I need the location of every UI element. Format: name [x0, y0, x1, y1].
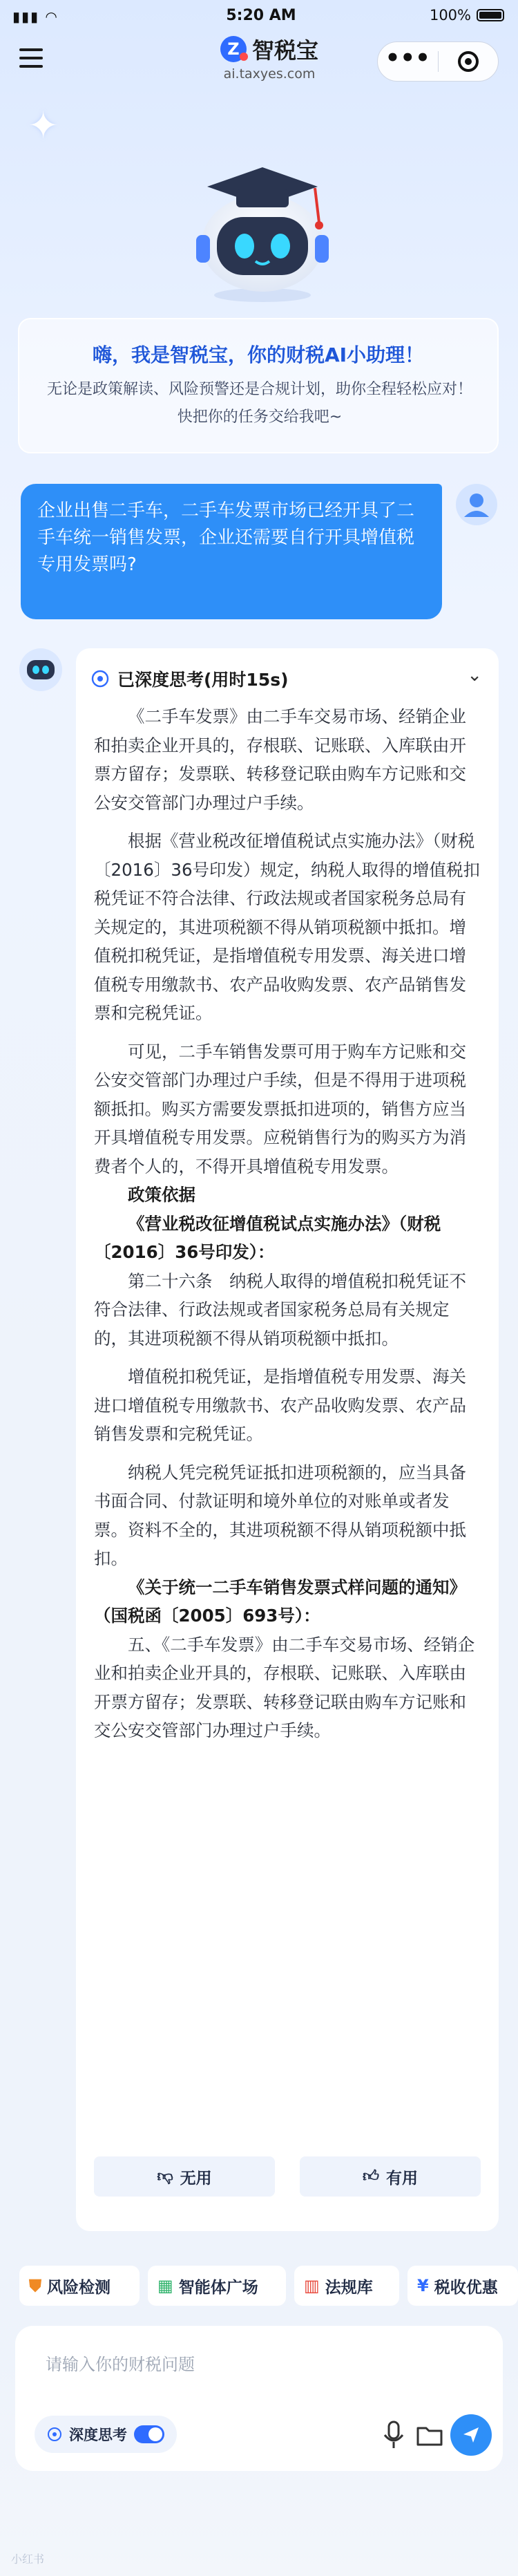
app-logo-icon: Z: [220, 36, 247, 62]
answer-paragraph: 《关于统一二手车销售发票式样问题的通知》（国税函〔2005〕693号）：: [94, 1577, 466, 1626]
answer-paragraph: 《二手车发票》由二手车交易市场、经销企业和拍卖企业开具的，存根联、记账联、入库联由开票方留存；发票联、转移登记联由购车方记账和交公安交管部门办理过户手续。: [94, 706, 466, 813]
more-button[interactable]: •••: [385, 44, 430, 72]
menu-icon[interactable]: [19, 48, 43, 69]
app-brand: [200, 33, 338, 82]
chevron-down-icon[interactable]: ⌄: [467, 665, 482, 686]
microphone-icon[interactable]: [380, 2420, 407, 2450]
send-icon: [461, 2425, 481, 2445]
deep-thinking-toggle[interactable]: [91, 666, 289, 691]
useful-label: 有用: [386, 2169, 419, 2188]
app-title: 智税宝: [251, 37, 318, 64]
signal-icon: ▮▮▮ ◠: [12, 8, 59, 25]
app-url: ai.taxyes.com: [223, 66, 316, 82]
deep-think-toggle[interactable]: [35, 2416, 177, 2453]
answer-text: [94, 702, 482, 1745]
close-miniapp-button[interactable]: [439, 51, 499, 72]
greeting-subtitle: 无论是政策解读、风险预警还是合规计划，助你全程轻松应对！快把你的任务交给我吧~: [46, 381, 472, 426]
atom-icon: [91, 670, 109, 688]
composer: [15, 2326, 503, 2471]
answer-paragraph: 纳税人凭完税凭证抵扣进项税额的，应当具备书面合同、付款证明和境外单位的对账单或者发票。资料不全的，其进项税额不得从销项税额中抵扣。: [94, 1462, 466, 1568]
answer-paragraph: 增值税扣税凭证，是指增值税专用发票、海关进口增值税专用缴款书、农产品收购发票、农产品销售发票和完税凭证。: [94, 1366, 466, 1444]
miniapp-capsule: [377, 41, 499, 82]
answer-paragraph: 可见，二手车销售发票可用于购车方记账和交公安交管部门办理过户手续，但是不得用于进项税额抵扣。购买方需要发票抵扣进项的，销售方应当开具增值税专用发票。应税销售行为的购买方为消费者个人的，不得开具增值税专用发票。: [94, 1041, 466, 1176]
battery-percent: 100%: [429, 7, 471, 23]
watermark: 小红书: [11, 2553, 45, 2566]
book-icon: ▥: [304, 2276, 320, 2295]
close-ring-icon: [458, 51, 479, 72]
answer-paragraph: 根据《营业税改征增值税试点实施办法》（财税〔2016〕36号印发）规定，纳税人取得的增值税扣税凭证不符合法律、行政法规或者国家税务总局有关规定的，其进项税额不得从销项税额中抵扣。增值税扣税凭证，是指增值税专用发票、海关进口增值税专用缴款书、农产品收购发票、农产品销售发票和完税凭证。: [94, 831, 481, 1023]
answer-paragraph: 五、《二手车发票》由二手车交易市场、经销企业和拍卖企业开具的，存根联、记账联、入库联由开票方留存；发票联、转移登记联由购车方记账和交公安交管部门办理过户手续。: [94, 1634, 475, 1740]
useful-button[interactable]: [300, 2156, 481, 2197]
send-button[interactable]: [450, 2414, 492, 2456]
sparkle-icon: ✦: [28, 104, 59, 147]
tax-icon: ¥: [417, 2276, 429, 2295]
deep-think-label: 深度思考: [69, 2427, 127, 2443]
thumbs-down-icon: 👎︎: [157, 2167, 173, 2185]
battery-icon: [477, 9, 504, 21]
answer-paragraph: 政策依据: [128, 1185, 195, 1205]
bot-avatar: [19, 648, 62, 691]
answer-paragraph: 第二十六条 纳税人取得的增值税扣税凭证不符合法律、行政法规或者国家税务总局有关规定的，其进项税额不得从销项税额中抵扣。: [94, 1270, 466, 1348]
thinking-label: 已深度思考(用时15s): [117, 670, 289, 690]
question-input[interactable]: 请输入你的财税问题: [46, 2355, 195, 2374]
thumbs-up-icon: 👍︎: [362, 2167, 380, 2185]
status-time: 5:20 AM: [226, 7, 296, 24]
chip-risk-check[interactable]: ⛊ 风险检测: [19, 2266, 140, 2306]
chip-agent-plaza[interactable]: ▦ 智能体广场: [148, 2266, 286, 2306]
grid-icon: ▦: [157, 2276, 173, 2295]
answer-paragraph: 《营业税改征增值税试点实施办法》（财税〔2016〕36号印发）：: [94, 1213, 441, 1262]
deep-think-switch[interactable]: [134, 2425, 164, 2443]
user-avatar: [456, 484, 497, 525]
bot-answer-card: [76, 648, 499, 2231]
shield-icon: ⛊: [29, 2276, 41, 2295]
greeting-title: 嗨，我是智税宝，你的财税AI小助理！: [92, 344, 425, 366]
folder-icon[interactable]: [416, 2423, 443, 2447]
chip-regulations[interactable]: ▥ 法规库: [294, 2266, 399, 2306]
greeting-card: [18, 318, 499, 453]
useless-label: 无用: [180, 2169, 212, 2188]
battery-indicator: [430, 7, 504, 23]
useless-button[interactable]: [94, 2156, 275, 2197]
user-message-bubble: 企业出售二手车，二手车发票市场已经开具了二手车统一销售发票，企业还需要自行开具增值税专用发票吗?: [21, 484, 442, 619]
atom-icon: [47, 2427, 62, 2442]
chip-tax-benefits[interactable]: ¥ 税收优惠: [407, 2266, 518, 2306]
robot-mascot: [186, 153, 338, 305]
